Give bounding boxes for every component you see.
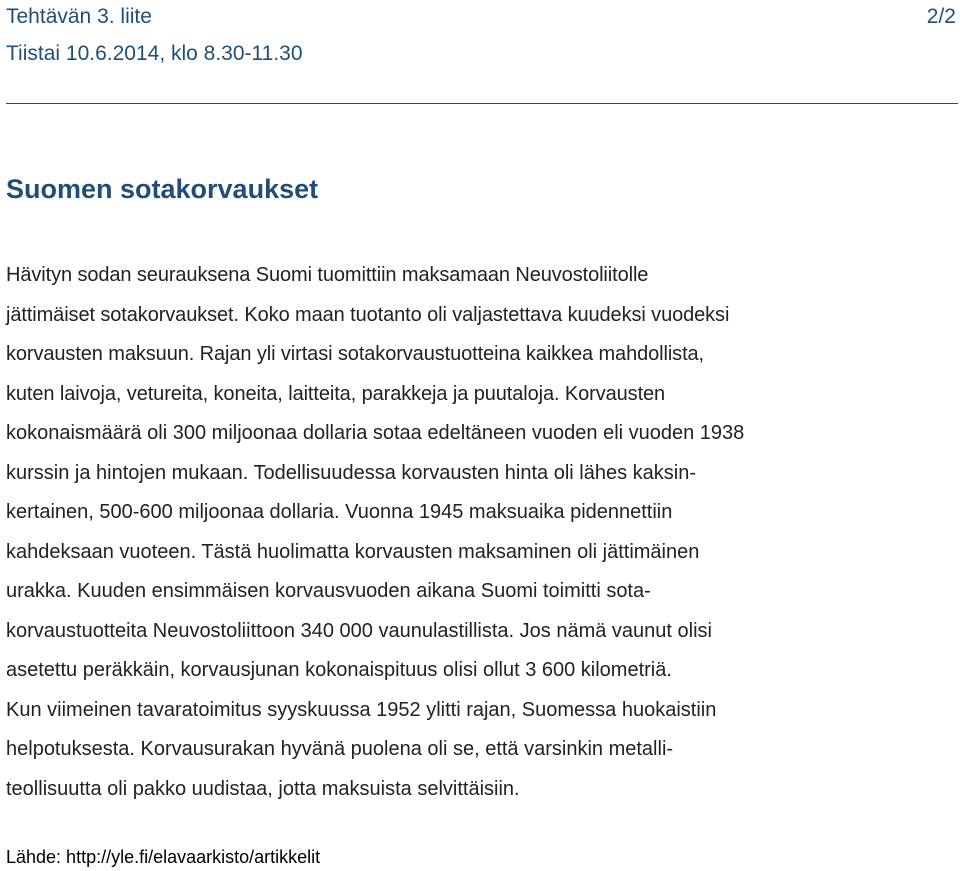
paragraph-line: korvausten maksuun. Rajan yli virtasi sotakorvaustuotteina kaikkea mahdollista, bbox=[6, 343, 704, 365]
paragraph-line: Kun viimeinen tavaratoimitus syyskuussa 1952 ylitti rajan, Suomessa huokaistiin bbox=[6, 698, 717, 721]
paragraph-line: helpotuksesta. Korvausurakan hyvänä puolena oli se, että varsinkin metalli- bbox=[6, 738, 674, 760]
paragraph-line: kertainen, 500-600 miljoonaa dollaria. Vuonna 1945 maksuaika pidennettiin bbox=[6, 501, 673, 523]
paragraph-line: kokonaismäärä oli 300 miljoonaa dollaria sotaa edeltäneen vuoden eli vuoden 1938 bbox=[6, 422, 745, 444]
header-divider bbox=[6, 103, 958, 104]
document-page bbox=[6, 0, 956, 871]
source-citation: Lähde: http://yle.fi/elavaarkisto/artikkelit bbox=[6, 847, 321, 867]
paragraph-line: asetettu peräkkäin, korvausjunan kokonaispituus olisi ollut 3 600 kilometriä. bbox=[6, 659, 672, 681]
paragraph-line: korvaustuotteita Neuvostoliittoon 340 000 vaunulastillista. Jos nämä vaunut olisi bbox=[6, 619, 712, 642]
paragraph-line: kurssin ja hintojen mukaan. Todellisuudessa korvausten hinta oli lähes kaksin- bbox=[6, 461, 697, 484]
paragraph-line: teollisuutta oli pakko uudistaa, jotta maksuista selvittäisiin. bbox=[6, 777, 520, 800]
paragraph-line: kuten laivoja, vetureita, koneita, laitteita, parakkeja ja puutaloja. Korvausten bbox=[6, 382, 666, 405]
exam-date: Tiistai 10.6.2014, klo 8.30-11.30 bbox=[6, 42, 303, 65]
assignment-label: Tehtävän 3. liite bbox=[6, 5, 152, 28]
page-number: 2/2 bbox=[926, 5, 956, 28]
paragraph-line: urakka. Kuuden ensimmäisen korvausvuoden aikana Suomi toimitti sota- bbox=[6, 580, 651, 602]
body-paragraph bbox=[6, 256, 958, 809]
document-title: Suomen sotakorvaukset bbox=[6, 174, 319, 204]
paragraph-line: Hävityn sodan seurauksena Suomi tuomittiin maksamaan Neuvostoliitolle bbox=[6, 264, 649, 286]
paragraph-line: kahdeksaan vuoteen. Tästä huolimatta korvausten maksaminen oli jättimäinen bbox=[6, 540, 700, 563]
paragraph-line: jättimäiset sotakorvaukset. Koko maan tuotanto oli valjastettava kuudeksi vuodeksi bbox=[6, 303, 730, 326]
